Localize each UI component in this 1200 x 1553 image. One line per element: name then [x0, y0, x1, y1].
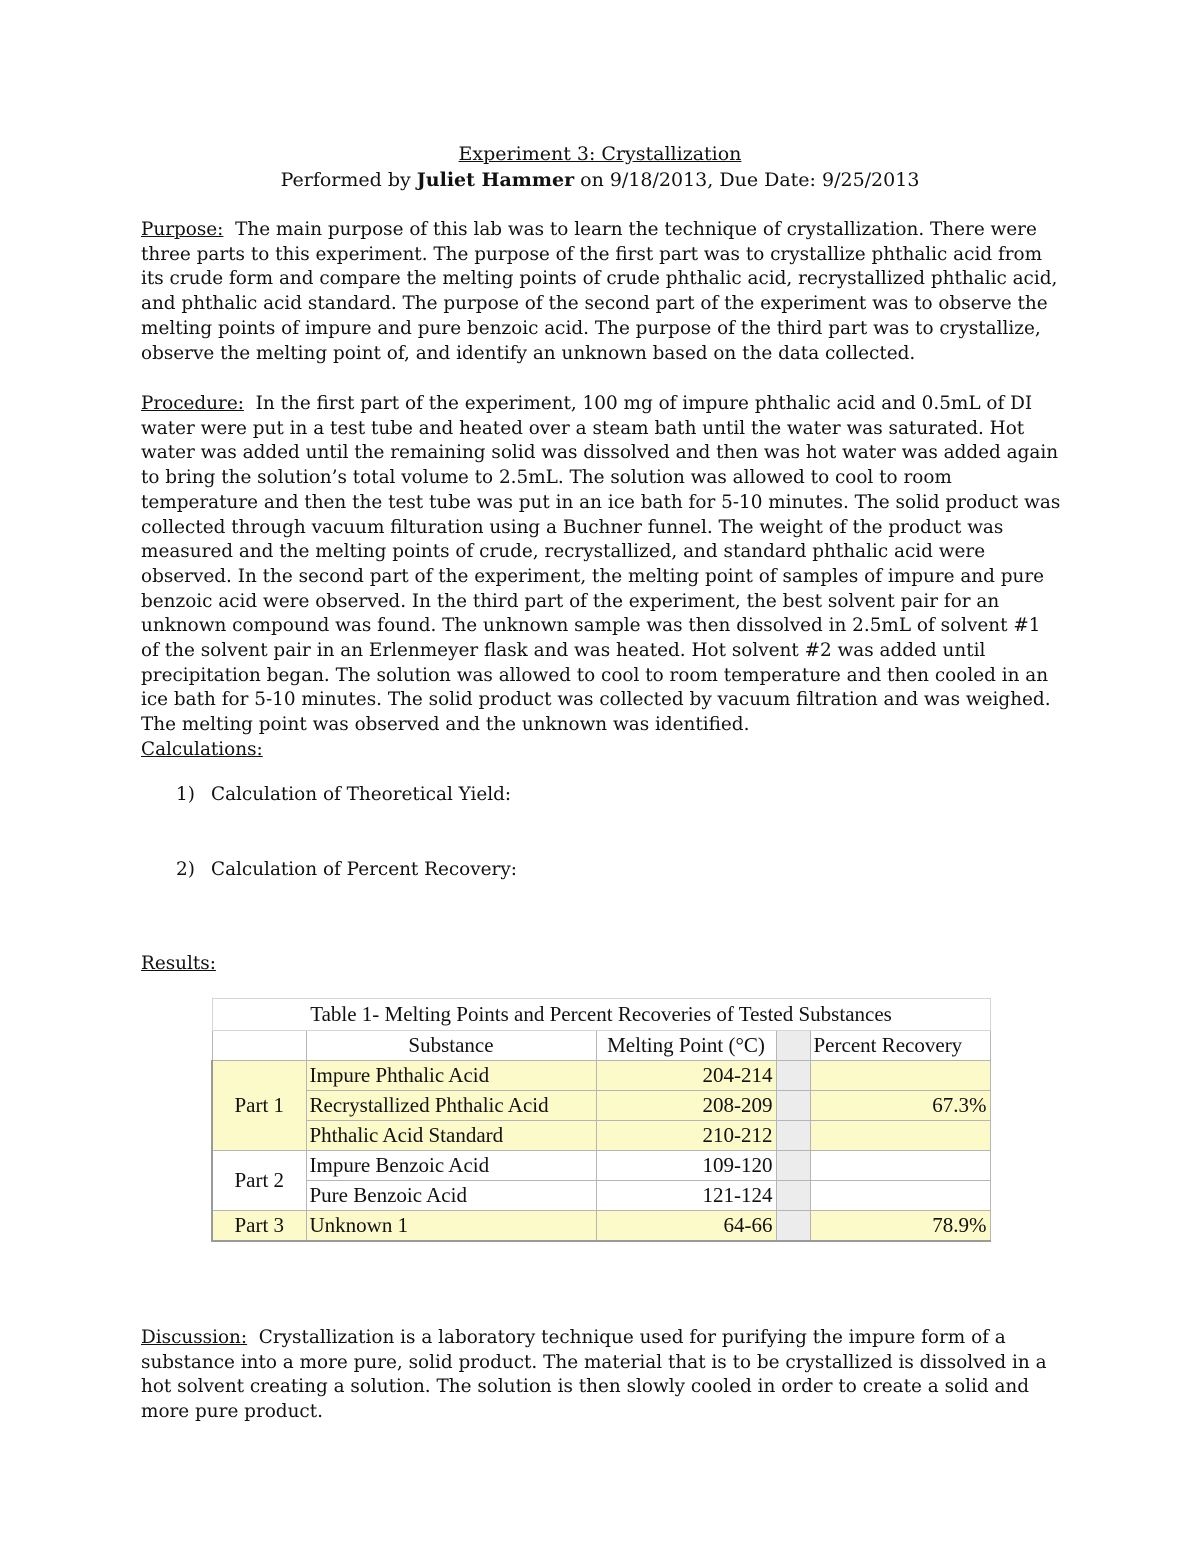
- header-percent-recovery: Percent Recovery: [810, 1031, 990, 1061]
- calc-item-1: 1) Calculation of Theoretical Yield:: [176, 784, 512, 805]
- purpose-section: [141, 218, 1061, 366]
- discussion-label: Discussion:: [141, 1327, 248, 1348]
- recovery-cell: 78.9%: [810, 1211, 990, 1242]
- table-row: [212, 1151, 990, 1181]
- substance-cell: Recrystallized Phthalic Acid: [306, 1091, 596, 1121]
- author-name: Juliet Hammer: [416, 169, 575, 191]
- melting-point-cell: 109-120: [596, 1151, 776, 1181]
- report-header: [0, 141, 1200, 193]
- substance-cell: Phthalic Acid Standard: [306, 1121, 596, 1151]
- gap-cell: [776, 1181, 810, 1211]
- results-section: [141, 952, 1061, 977]
- report-title: Experiment 3: Crystallization: [458, 143, 742, 165]
- table-row: [212, 1091, 990, 1121]
- gap-cell: [776, 1121, 810, 1151]
- part-label: Part 3: [212, 1211, 306, 1242]
- header-melting-point: Melting Point (°C): [596, 1031, 776, 1061]
- table-row: [212, 1061, 990, 1091]
- substance-cell: Impure Phthalic Acid: [306, 1061, 596, 1091]
- discussion-text: Crystallization is a laboratory technique used for purifying the impure form of a substance into a more pure, solid product. The material that is to be crystallized is dissolved in a hot solvent creating a solution. The solution is then slowly cooled in order to create a solid and more pure product.: [141, 1327, 1047, 1423]
- table-row: [212, 1211, 990, 1242]
- part-label: Part 2: [212, 1151, 306, 1211]
- melting-point-cell: 121-124: [596, 1181, 776, 1211]
- gap-cell: [776, 1151, 810, 1181]
- recovery-cell: [810, 1121, 990, 1151]
- recovery-cell: 67.3%: [810, 1091, 990, 1121]
- recovery-cell: [810, 1181, 990, 1211]
- discussion-section: [141, 1326, 1061, 1425]
- gap-cell: [776, 1061, 810, 1091]
- header-blank-cell: [212, 1031, 306, 1061]
- table-caption: Table 1- Melting Points and Percent Recoveries of Tested Substances: [212, 999, 990, 1031]
- gap-cell: [776, 1211, 810, 1242]
- substance-cell: Unknown 1: [306, 1211, 596, 1242]
- procedure-section: [141, 392, 1061, 738]
- purpose-text: The main purpose of this lab was to learn the technique of crystallization. There were three parts to this experiment. The purpose of the first part was to crystallize phthalic acid from its crude form and compare the melting points of crude phthalic acid, recrystallized phthalic acid, and phthalic acid standard. The purpose of the second part of the experiment was to observe the melting points of impure and pure benzoic acid. The purpose of the third part was to crystallize, observe the melting point of, and identify an unknown based on the data collected.: [141, 219, 1058, 364]
- header-gap-cell: [776, 1031, 810, 1061]
- calc-item-2: 2) Calculation of Percent Recovery:: [176, 859, 517, 880]
- calculations-section: [141, 738, 1061, 763]
- results-label: Results:: [141, 953, 216, 974]
- gap-cell: [776, 1091, 810, 1121]
- part-label: Part 1: [212, 1061, 306, 1151]
- report-byline: Performed by Juliet Hammer on 9/18/2013, Due Date: 9/25/2013: [280, 169, 920, 191]
- recovery-cell: [810, 1151, 990, 1181]
- table-row: [212, 1181, 990, 1211]
- substance-cell: Impure Benzoic Acid: [306, 1151, 596, 1181]
- table-row: [212, 1121, 990, 1151]
- procedure-label: Procedure:: [141, 393, 244, 414]
- melting-point-cell: 210-212: [596, 1121, 776, 1151]
- melting-point-cell: 64-66: [596, 1211, 776, 1242]
- melting-point-cell: 204-214: [596, 1061, 776, 1091]
- purpose-label: Purpose:: [141, 219, 224, 240]
- calculations-label: Calculations:: [141, 739, 263, 760]
- results-table: [211, 998, 991, 1242]
- procedure-text: In the first part of the experiment, 100 mg of impure phthalic acid and 0.5mL of DI water were put in a test tube and heated over a steam bath until the water was saturated. Hot water was added until the remaining solid was dissolved and then was hot water was added again to bring the solution’s total volume to 2.5mL. The solution was allowed to cool to room temperature and then the test tube was put in an ice bath for 5-10 minutes. The solid product was collected through vacuum filturation using a Buchner funnel. The weight of the product was measured and the melting points of crude, recrystallized, and standard phthalic acid were observed. In the second part of the experiment, the melting point of samples of impure and pure benzoic acid were observed. In the third part of the experiment, the best solvent pair for an unknown compound was found. The unknown sample was then dissolved in 2.5mL of solvent #1 of the solvent pair in an Erlenmeyer flask and was heated. Hot solvent #2 was added until precipitation began. The solution was allowed to cool to room temperature and then cooled in an ice bath for 5-10 minutes. The solid product was collected by vacuum filtration and was weighed. The melting point was observed and the unknown was identified.: [141, 393, 1061, 736]
- melting-point-cell: 208-209: [596, 1091, 776, 1121]
- header-substance: Substance: [306, 1031, 596, 1061]
- substance-cell: Pure Benzoic Acid: [306, 1181, 596, 1211]
- recovery-cell: [810, 1061, 990, 1091]
